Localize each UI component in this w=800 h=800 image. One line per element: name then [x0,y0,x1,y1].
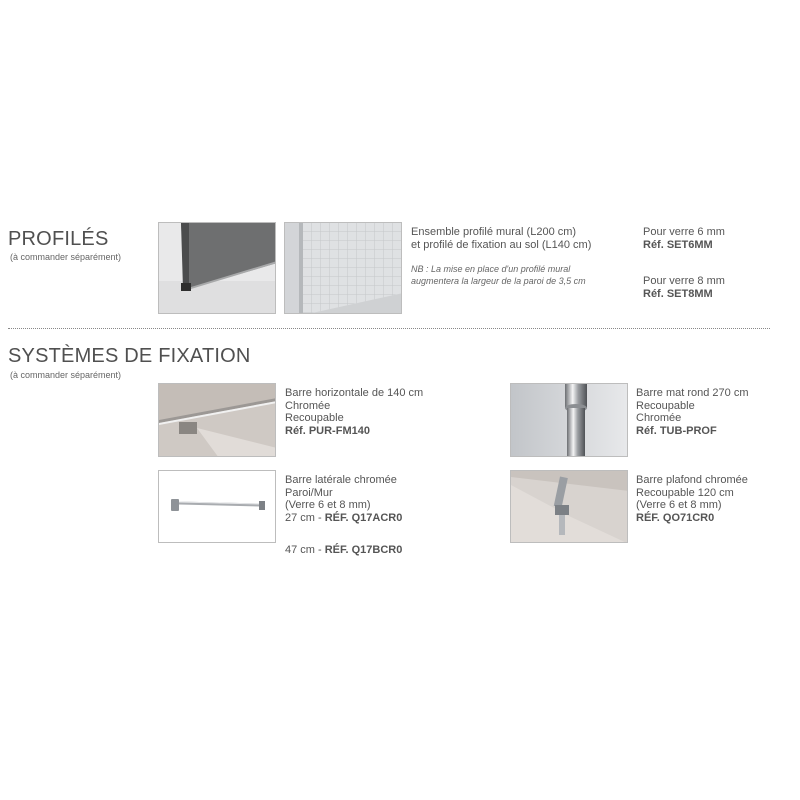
side-bar-size-47: 47 cm - [285,544,325,556]
profiles-note-line1: NB : La mise en place d'un profilé mural [411,264,571,274]
profiles-title: PROFILÉS [8,228,109,250]
horizontal-bar-line1: Barre horizontale de 140 cm [285,387,424,399]
horizontal-bar-photo [158,383,276,457]
fixation-subtitle: (à commander séparément) [10,370,122,380]
profiles-description-line2: et profilé de fixation au sol (L140 cm) [411,238,592,251]
side-bar-image [159,471,276,543]
round-bar-line3: Chromée [636,412,682,424]
horizontal-bar-image [159,384,276,457]
profile-option-8mm-label: Pour verre 8 mm [643,275,725,287]
side-bar-line1: Barre latérale chromée [285,474,397,486]
wall-profile-photo [158,222,276,314]
ceiling-bar-image [511,471,628,543]
round-bar-ref: Réf. TUB-PROF [636,424,717,437]
wall-profile-image [159,223,276,314]
side-bar-ref-47: RÉF. Q17BCR0 [324,544,403,556]
side-bar-ref-27: RÉF. Q17ACR0 [324,511,403,524]
ceiling-bar-line1: Barre plafond chromée [636,474,748,486]
fixation-title: SYSTÈMES DE FIXATION [8,345,251,367]
side-bar-line2: Paroi/Mur [285,486,333,499]
profiles-subtitle: (à commander séparément) [10,252,122,262]
ceiling-bar-line3: (Verre 6 et 8 mm) [636,499,722,511]
ceiling-bar-line2: Recoupable 120 cm [636,486,734,499]
horizontal-bar-ref: Réf. PUR-FM140 [285,424,370,437]
horizontal-bar-line2: Chromée [285,399,331,412]
horizontal-bar-line3: Recoupable [285,412,344,424]
side-bar-line3: (Verre 6 et 8 mm) [285,499,371,511]
profile-option-8mm-ref: Réf. SET8MM [643,287,713,300]
round-bar-line1: Barre mat rond 270 cm [636,387,749,399]
section-divider [8,328,770,329]
profile-option-6mm-ref: Réf. SET6MM [643,238,713,251]
round-bar-line2: Recoupable [636,399,695,412]
floor-profile-photo [284,222,402,314]
round-bar-image [511,384,628,457]
profile-option-6mm-label: Pour verre 6 mm [643,226,725,238]
ceiling-bar-photo [510,470,628,543]
floor-profile-image [285,223,402,314]
profiles-description-line1: Ensemble profilé mural (L200 cm) [411,226,577,238]
profiles-note-line2: augmentera la largeur de la paroi de 3,5 cm [411,276,586,286]
side-bar-photo [158,470,276,543]
ceiling-bar-ref: RÉF. QO71CR0 [636,511,715,524]
round-bar-photo [510,383,628,457]
side-bar-size-27: 27 cm - [285,511,325,524]
